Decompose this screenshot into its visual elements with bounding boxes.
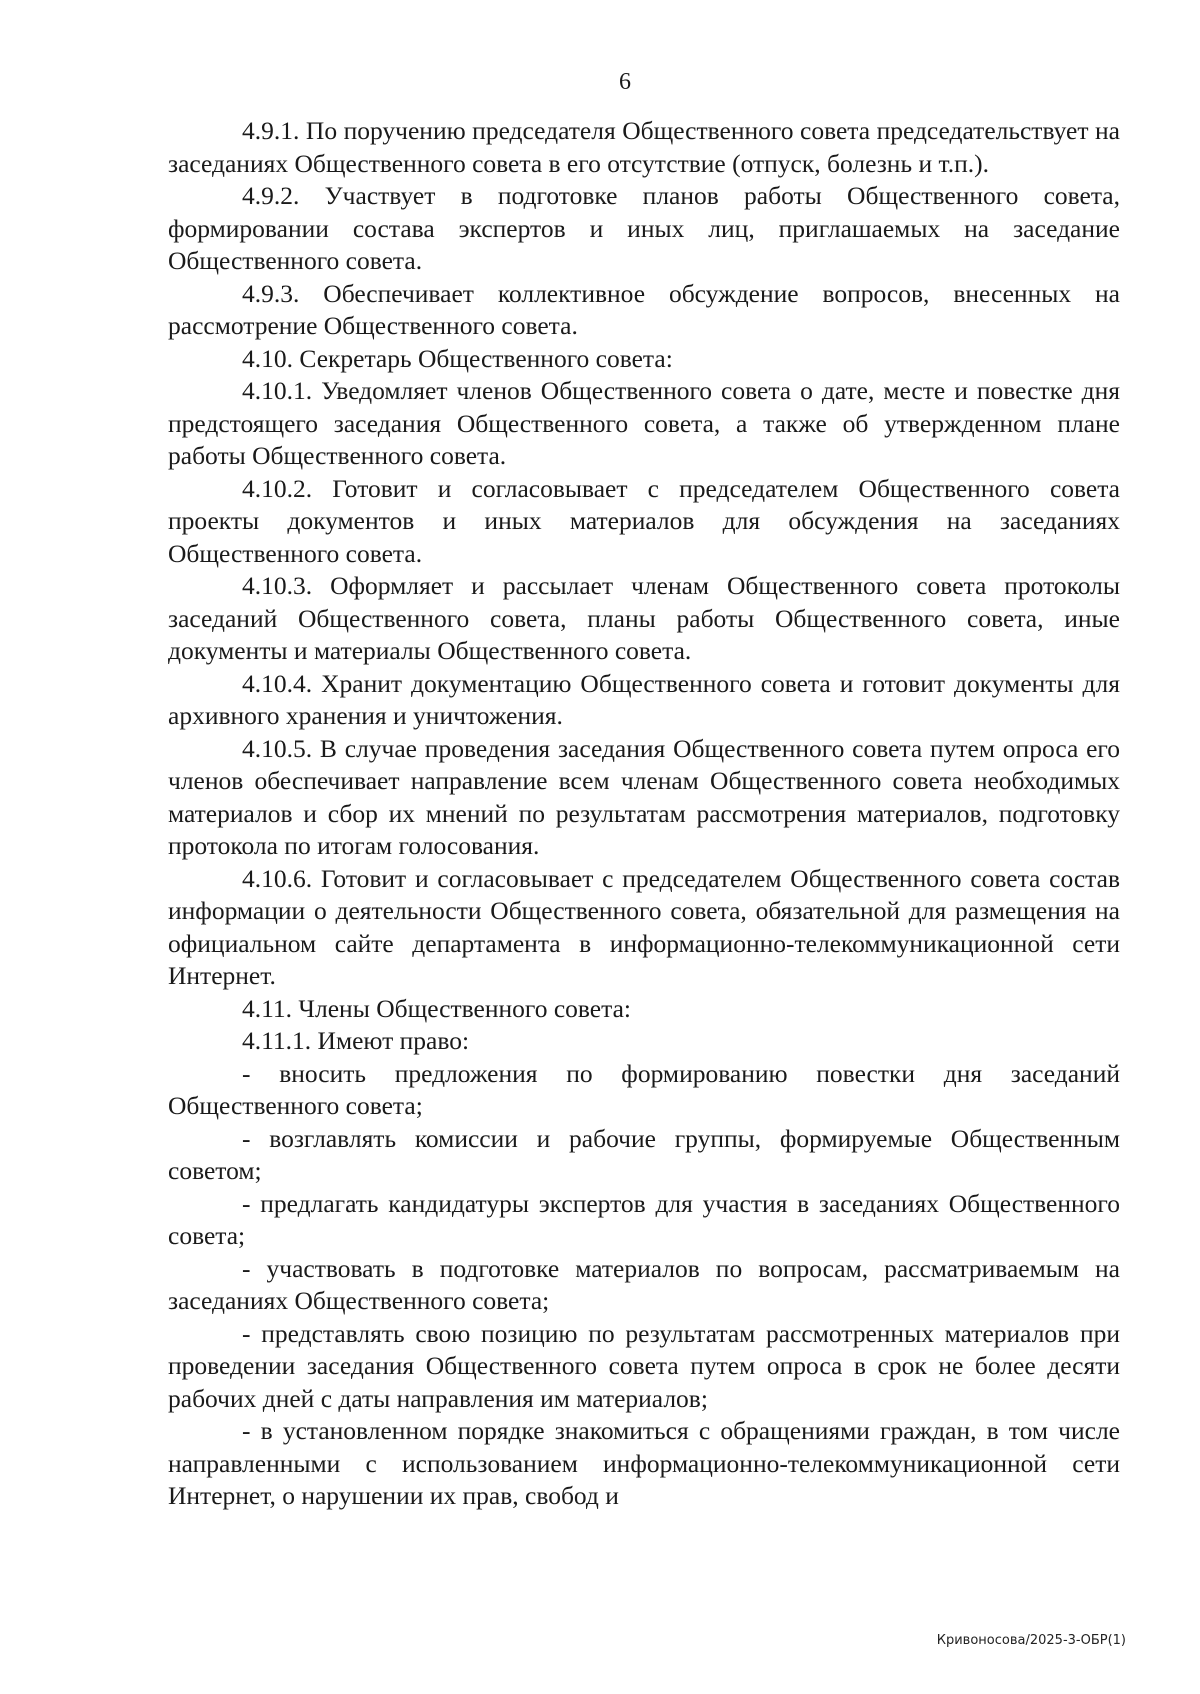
footer-document-id: Кривоносова/2025-3-ОБР(1)	[936, 1633, 1126, 1648]
paragraph: 4.9.3. Обеспечивает коллективное обсуждение вопросов, внесенных на рассмотрение Общественного совета.	[168, 278, 1120, 340]
paragraph: 4.10.2. Готовит и согласовывает с председателем Общественного совета проекты документов и иных материалов для обсуждения на заседаниях Общественного совета.	[168, 473, 1120, 568]
paragraph: 4.10.6. Готовит и согласовывает с председателем Общественного совета состав информации о деятельности Общественного совета, обязательной для размещения на официальном сайте департамента в информационно-телекоммуникационной сети Интернет.	[168, 863, 1120, 990]
paragraph: 4.9.1. По поручению председателя Общественного совета председательствует на заседаниях Общественного совета в его отсутствие (отпуск, болезнь и т.п.).	[168, 116, 1120, 178]
list-item: - в установленном порядке знакомиться с обращениями граждан, в том числе направленными с использованием информационно-телекоммуникационной сети Интернет, о нарушении их прав, свобод и	[168, 1416, 1120, 1510]
paragraph: 4.10.1. Уведомляет членов Общественного совета о дате, месте и повестке дня предстоящего заседания Общественного совета, а также об утвержденном плане работы Общественного совета.	[168, 376, 1120, 470]
list-item: - вносить предложения по формированию повестки дня заседаний Общественного совета;	[168, 1058, 1120, 1120]
paragraph: 4.9.2. Участвует в подготовке планов работы Общественного совета, формировании состава экспертов и иных лиц, приглашаемых на заседание Общественного совета.	[168, 181, 1120, 275]
paragraph: 4.10.4. Хранит документацию Общественного совета и готовит документы для архивного хранения и уничтожения.	[168, 668, 1120, 730]
paragraph: 4.10.5. В случае проведения заседания Общественного совета путем опроса его членов обеспечивает направление всем членам Общественного совета необходимых материалов и сбор их мнений по результатам рассмотрения материалов, подготовку протокола по итогам голосования.	[168, 733, 1120, 860]
paragraph: 4.10.3. Оформляет и рассылает членам Общественного совета протоколы заседаний Общественного совета, планы работы Общественного совета, иные документы и материалы Общественного совета.	[168, 571, 1120, 665]
document-body	[168, 115, 1120, 1513]
paragraph: 4.10. Секретарь Общественного совета:	[242, 343, 673, 373]
paragraph: 4.11.1. Имеют право:	[242, 1026, 470, 1055]
list-item: - возглавлять комиссии и рабочие группы, формируемые Общественным советом;	[168, 1123, 1120, 1185]
list-item: - представлять свою позицию по результатам рассмотренных материалов при проведении заседания Общественного совета путем опроса в срок не более десяти рабочих дней с даты направления им материалов;	[168, 1318, 1120, 1413]
paragraph: 4.11. Члены Общественного совета:	[242, 993, 631, 1023]
list-item: - предлагать кандидатуры экспертов для участия в заседаниях Общественного совета;	[168, 1188, 1120, 1250]
page-number: 6	[619, 69, 631, 95]
list-item: - участвовать в подготовке материалов по вопросам, рассматриваемым на заседаниях Общественного совета;	[168, 1253, 1120, 1315]
